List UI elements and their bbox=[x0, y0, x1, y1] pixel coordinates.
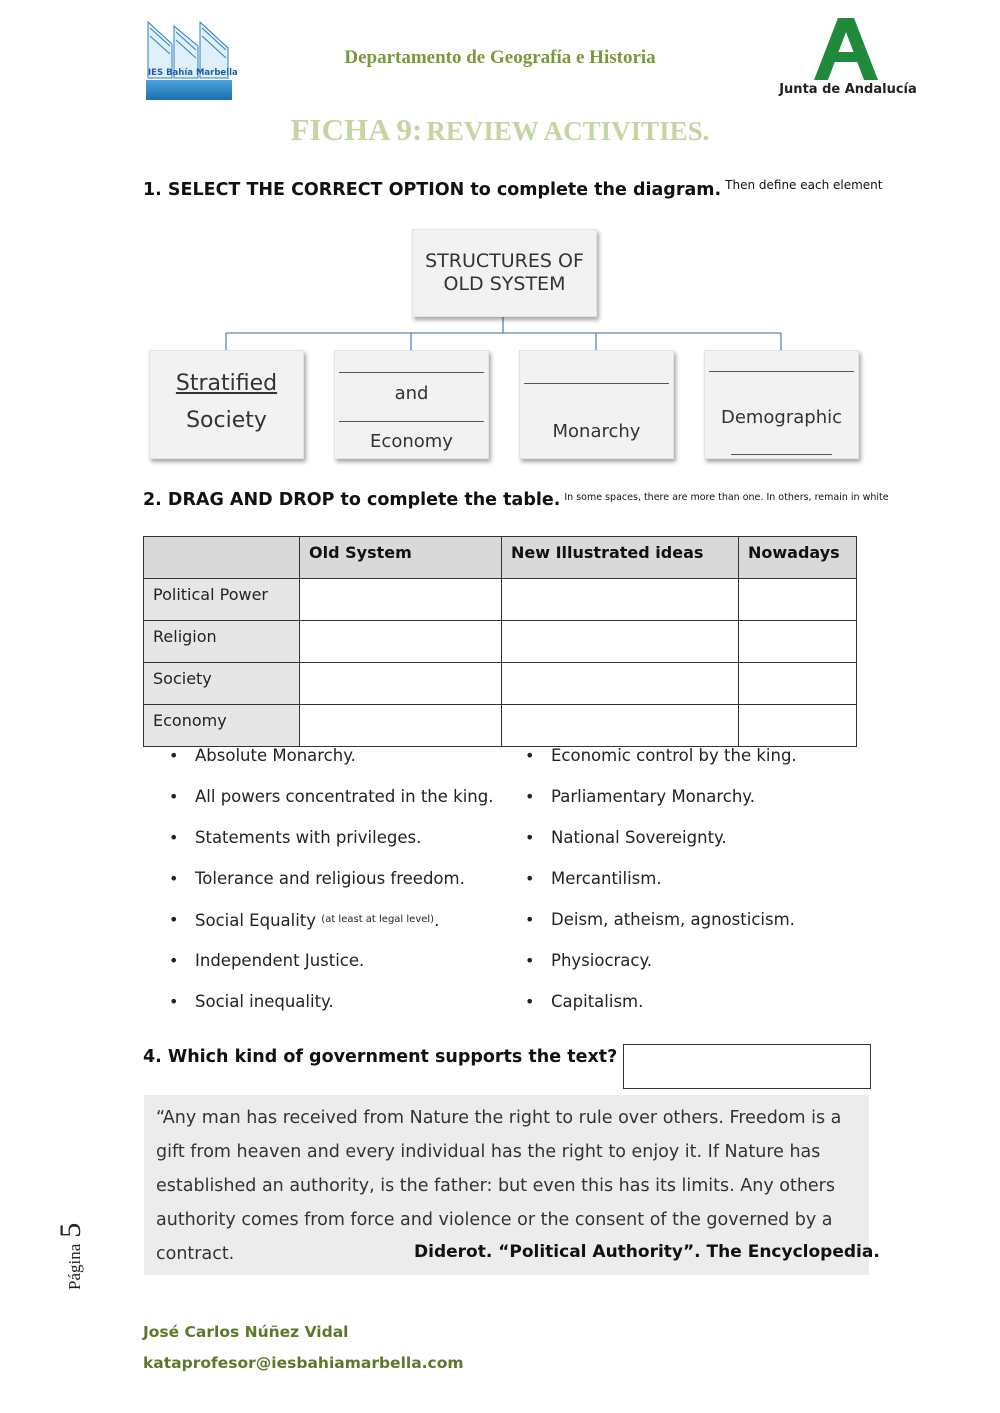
draggable-option[interactable]: • Absolute Monarchy. bbox=[169, 745, 493, 786]
draggable-option[interactable]: • Social Equality $^{(at least at legal level)}$. bbox=[169, 909, 493, 950]
table-header-row bbox=[144, 537, 857, 579]
drop-cell[interactable] bbox=[502, 579, 739, 621]
blank-line[interactable] bbox=[339, 421, 484, 422]
q2-heading: 2. DRAG AND DROP to complete the table. $^{In some spaces, there are more than one. In others, remain in white}$ bbox=[143, 490, 889, 510]
column-header: Old System bbox=[300, 537, 502, 579]
table-row bbox=[144, 705, 857, 747]
quote-text: “Any man has received from Nature the right to rule over others. Freedom is a gift from heaven and every individual has the right to enjoy it. If Nature has established an authority, is the father: but even this has its limits. Any others authority comes from force and violence or the consent of the governed by a contract. bbox=[156, 1108, 842, 1264]
diagram-root-box: STRUCTURES OF OLD SYSTEM bbox=[412, 229, 597, 317]
department-name: Departamento de Geografía e Historia bbox=[344, 47, 656, 68]
school-logo-text: IES Bahía Marbella bbox=[148, 68, 238, 78]
q1-heading: 1. SELECT THE CORRECT OPTION to complete the diagram. $^{Then define each element}$ bbox=[143, 178, 883, 200]
blank-line[interactable] bbox=[709, 371, 854, 372]
draggable-option[interactable]: • Parliamentary Monarchy. bbox=[525, 786, 797, 827]
draggable-option[interactable]: • Capitalism. bbox=[525, 991, 797, 1032]
drop-cell[interactable] bbox=[502, 663, 739, 705]
draggable-option[interactable]: • Deism, atheism, agnosticism. bbox=[525, 909, 797, 950]
draggable-option[interactable]: • Economic control by the king. bbox=[525, 745, 797, 786]
diagram-box-monarchy[interactable]: Monarchy bbox=[519, 350, 674, 459]
draggable-option[interactable]: • Physiocracy. bbox=[525, 950, 797, 991]
blank-line[interactable] bbox=[731, 454, 832, 455]
table-row bbox=[144, 579, 857, 621]
options-list-right bbox=[525, 745, 797, 1032]
drop-cell[interactable] bbox=[739, 579, 857, 621]
draggable-option[interactable]: • Independent Justice. bbox=[169, 950, 493, 991]
drop-cell[interactable] bbox=[300, 705, 502, 747]
diagram-box-economy[interactable]: and Economy bbox=[334, 350, 489, 459]
draggable-option[interactable]: • National Sovereignty. bbox=[525, 827, 797, 868]
drop-cell[interactable] bbox=[739, 621, 857, 663]
junta-text: Junta de Andalucía bbox=[779, 82, 917, 97]
draggable-option[interactable]: • Tolerance and religious freedom. bbox=[169, 868, 493, 909]
table-row bbox=[144, 663, 857, 705]
drop-cell[interactable] bbox=[300, 663, 502, 705]
row-header: Religion bbox=[144, 621, 300, 663]
drop-cell[interactable] bbox=[502, 621, 739, 663]
row-header: Society bbox=[144, 663, 300, 705]
comparison-table bbox=[143, 536, 857, 747]
drop-cell[interactable] bbox=[739, 663, 857, 705]
column-header: New Illustrated ideas bbox=[502, 537, 739, 579]
drop-cell[interactable] bbox=[502, 705, 739, 747]
row-header: Political Power bbox=[144, 579, 300, 621]
drop-cell[interactable] bbox=[300, 579, 502, 621]
table-corner-cell bbox=[144, 537, 300, 579]
draggable-option[interactable]: • Mercantilism. bbox=[525, 868, 797, 909]
q4-heading: 4. Which kind of government supports the text? bbox=[143, 1047, 618, 1067]
draggable-option[interactable]: • Statements with privileges. bbox=[169, 827, 493, 868]
diagram-box-society[interactable]: Stratified Society bbox=[149, 350, 304, 459]
draggable-option[interactable]: • Social inequality. bbox=[169, 991, 493, 1032]
page-number: Página5 bbox=[54, 1222, 87, 1290]
blank-line[interactable] bbox=[524, 383, 669, 384]
draggable-option[interactable]: • All powers concentrated in the king. bbox=[169, 786, 493, 827]
drop-cell[interactable] bbox=[300, 621, 502, 663]
column-header: Nowadays bbox=[739, 537, 857, 579]
government-answer-box[interactable] bbox=[623, 1044, 871, 1089]
blank-line[interactable] bbox=[339, 372, 484, 373]
footer-author: José Carlos Núñez Vidal bbox=[143, 1323, 349, 1341]
page-title: FICHA 9: REVIEW ACTIVITIES. bbox=[290, 112, 710, 147]
diagram-box-demographic[interactable]: Demographic bbox=[704, 350, 859, 459]
row-header: Economy bbox=[144, 705, 300, 747]
table-row bbox=[144, 621, 857, 663]
drop-cell[interactable] bbox=[739, 705, 857, 747]
options-list-left bbox=[169, 745, 493, 1032]
footer-email[interactable]: kataprofesor@iesbahiamarbella.com bbox=[143, 1354, 464, 1372]
quote-author: Diderot. “Political Authority”. The Encyclopedia. bbox=[414, 1242, 880, 1262]
